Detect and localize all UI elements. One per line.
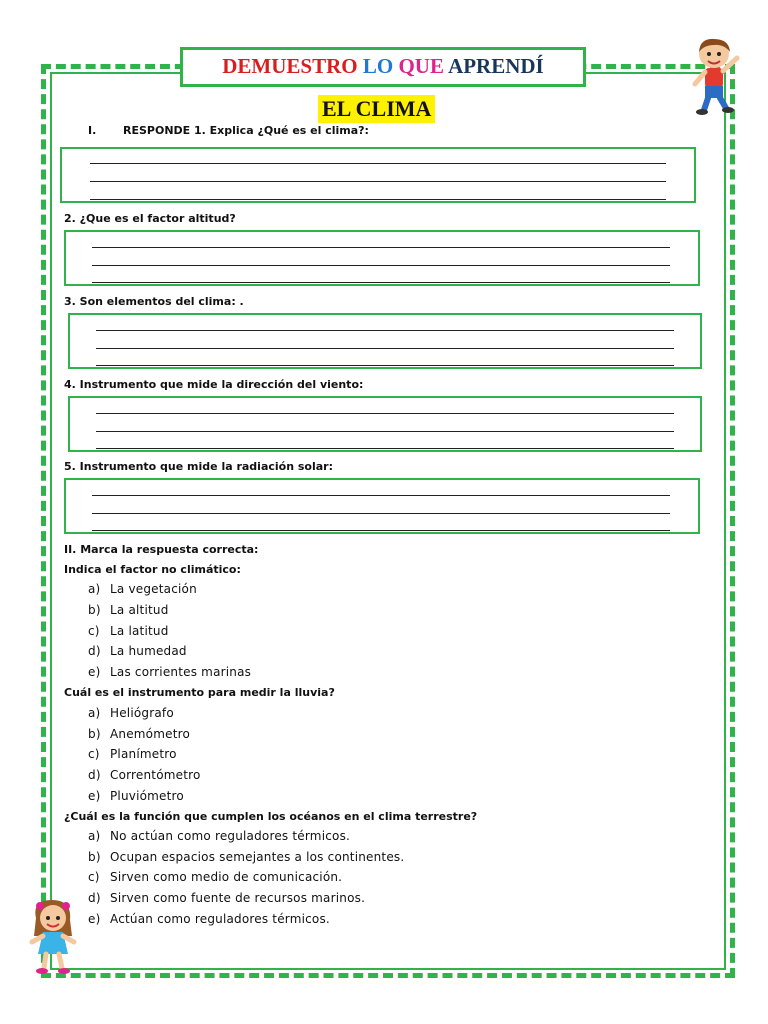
option-a[interactable] [88,582,197,596]
option-text: Sirven como fuente de recursos marinos. [110,891,366,905]
option-text: La latitud [110,624,169,638]
girl-illustration [26,896,82,976]
option-d[interactable] [88,768,201,782]
option-letter: c) [88,870,100,884]
question-2: 2. ¿Que es el factor altitud? [64,212,236,225]
option-text: Heliógrafo [110,706,174,720]
option-text: La vegetación [110,582,197,596]
answer-line [96,448,674,449]
option-c[interactable] [88,747,177,761]
option-text: Sirven como medio de comunicación. [110,870,343,884]
option-letter: d) [88,644,101,658]
option-text: Pluviómetro [110,789,184,803]
option-text: Correntómetro [110,768,201,782]
answer-line [96,413,674,414]
option-letter: c) [88,747,100,761]
answer-line [90,199,666,200]
option-b[interactable] [88,603,169,617]
answer-line [96,330,674,331]
answer-box-3[interactable] [68,313,702,369]
option-letter: c) [88,624,100,638]
option-text: Actúan como reguladores térmicos. [110,912,330,926]
question-3: 3. Son elementos del clima: . [64,295,244,308]
answer-line [92,530,670,531]
option-letter: e) [88,789,101,803]
option-d[interactable] [88,891,365,905]
question-1: RESPONDE 1. Explica ¿Qué es el clima?: [123,124,369,137]
answer-box-4[interactable] [68,396,702,452]
banner-word-4: APRENDÍ [448,54,544,78]
option-letter: b) [88,603,101,617]
option-text: Anemómetro [110,727,191,741]
mc-question-2: Cuál es el instrumento para medir la lluvia? [64,686,335,699]
option-text: No actúan como reguladores térmicos. [110,829,351,843]
option-letter: d) [88,891,101,905]
answer-line [90,163,666,164]
option-text: Ocupan espacios semejantes a los continentes. [110,850,405,864]
mc-question-1: Indica el factor no climático: [64,563,241,576]
option-e[interactable] [88,665,251,679]
option-text: Planímetro [110,747,177,761]
answer-line [92,282,670,283]
section-1-numeral: I. [88,124,97,137]
option-c[interactable] [88,624,169,638]
banner-word-2: LO [362,54,394,78]
option-letter: a) [88,706,101,720]
banner-word-3: QUE [398,54,444,78]
option-b[interactable] [88,727,190,741]
mc-question-3: ¿Cuál es la función que cumplen los océanos en el clima terrestre? [64,810,478,823]
answer-box-5[interactable] [64,478,700,534]
answer-line [96,348,674,349]
answer-line [90,181,666,182]
banner-word-1: DEMUESTRO [222,54,358,78]
option-e[interactable] [88,912,330,926]
option-letter: a) [88,829,101,843]
answer-line [96,365,674,366]
answer-line [92,495,670,496]
option-c[interactable] [88,870,342,884]
option-letter: b) [88,850,101,864]
option-text: La altitud [110,603,169,617]
answer-line [96,431,674,432]
answer-line [92,265,670,266]
option-a[interactable] [88,829,350,843]
option-letter: d) [88,768,101,782]
answer-box-2[interactable] [64,230,700,286]
question-4: 4. Instrumento que mide la dirección del viento: [64,378,364,391]
option-letter: b) [88,727,101,741]
option-letter: e) [88,912,101,926]
option-text: La humedad [110,644,187,658]
boy-illustration [690,34,742,116]
option-d[interactable] [88,644,187,658]
answer-line [92,513,670,514]
option-e[interactable] [88,789,184,803]
option-letter: a) [88,582,101,596]
option-letter: e) [88,665,101,679]
option-b[interactable] [88,850,404,864]
worksheet-title: EL CLIMA [318,95,435,123]
header-banner [180,47,586,87]
option-text: Las corrientes marinas [110,665,252,679]
option-a[interactable] [88,706,174,720]
answer-line [92,247,670,248]
question-5: 5. Instrumento que mide la radiación solar: [64,460,334,473]
answer-box-1[interactable] [60,147,696,203]
section-2-heading: II. Marca la respuesta correcta: [64,543,259,556]
